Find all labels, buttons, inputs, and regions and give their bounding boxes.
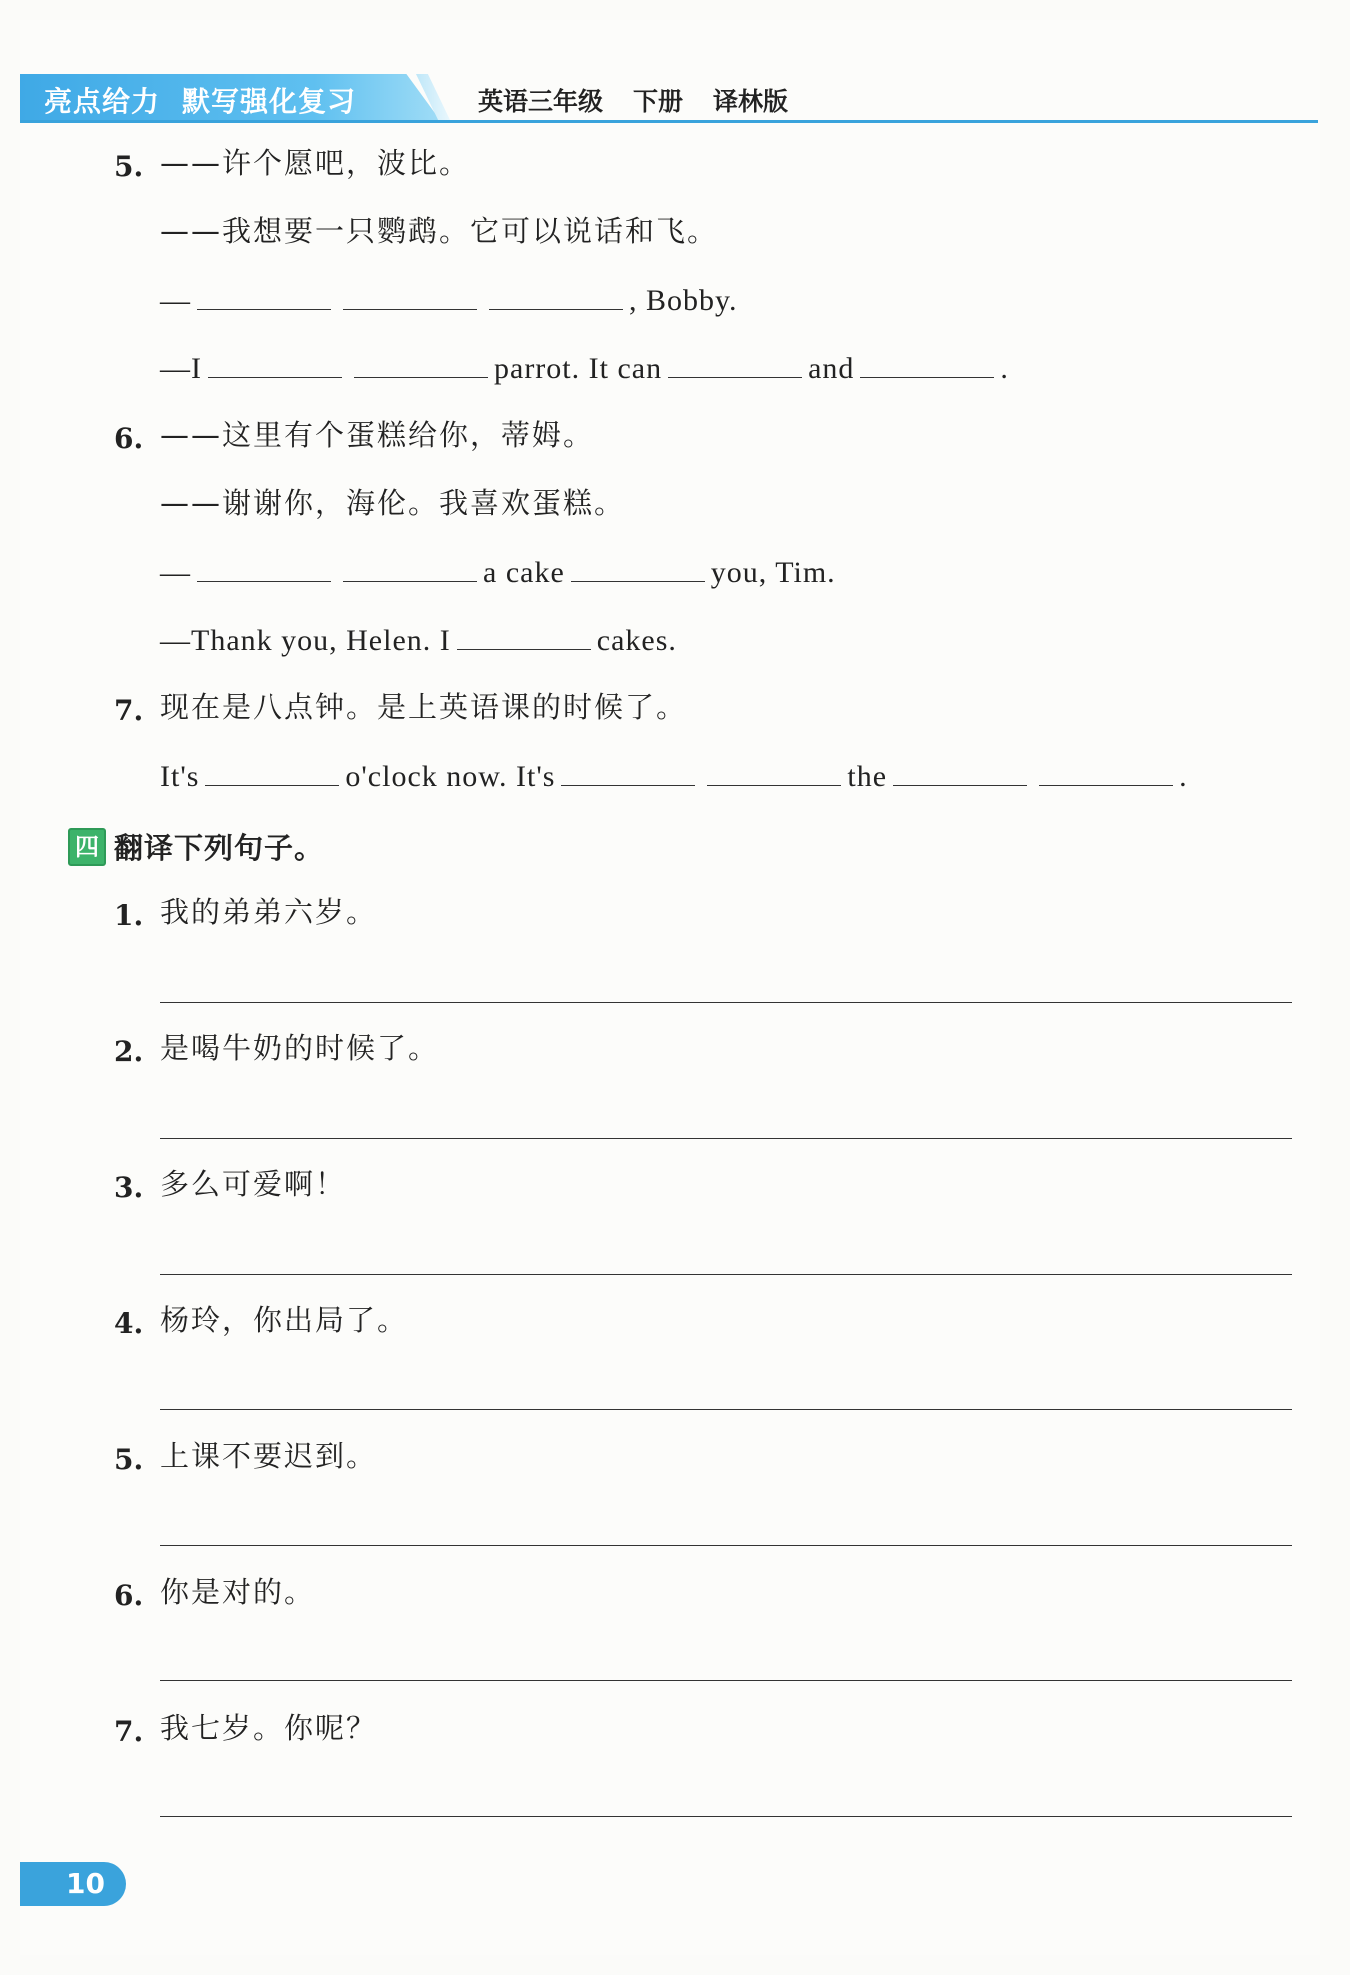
q7-cn-line: 现在是八点钟。是上英语课的时候了。 <box>160 690 688 724</box>
answer-line[interactable] <box>160 1274 1292 1275</box>
s4-item3-number: 3. <box>114 1171 144 1204</box>
q6-en-line2 <box>160 626 677 656</box>
q7-en-prefix: It's <box>160 760 200 793</box>
q6-en1-mid: a cake <box>483 556 565 589</box>
answer-line[interactable] <box>160 1545 1292 1546</box>
q5-en1-prefix: — <box>160 284 191 317</box>
answer-blank[interactable] <box>197 287 331 310</box>
section4-badge: 四 <box>68 828 106 866</box>
q6-en-line1 <box>160 558 836 588</box>
answer-blank[interactable] <box>354 355 488 378</box>
q6-cn-line1: ——这里有个蛋糕给你，蒂姆。 <box>160 418 595 452</box>
q7-number: 7. <box>114 694 144 727</box>
q5-cn-line1: ——许个愿吧，波比。 <box>160 146 471 180</box>
q5-number: 5. <box>114 150 144 183</box>
s4-item4-number: 4. <box>114 1307 144 1340</box>
q5-en1-suffix: , Bobby. <box>629 284 738 317</box>
answer-blank[interactable] <box>1039 763 1173 786</box>
answer-blank[interactable] <box>197 559 331 582</box>
section4-title: 翻译下列句子。 <box>114 831 325 865</box>
answer-line[interactable] <box>160 1680 1292 1681</box>
s4-item3-text: 多么可爱啊！ <box>160 1167 347 1201</box>
s4-item5-number: 5. <box>114 1443 144 1476</box>
brand-part2: 默写强化复习 <box>182 85 357 118</box>
answer-blank[interactable] <box>343 559 477 582</box>
q6-cn-line2: ——谢谢你，海伦。我喜欢蛋糕。 <box>160 486 626 520</box>
q5-cn-line2: ——我想要一只鹦鹉。它可以说话和飞。 <box>160 214 719 248</box>
page-number: 10 <box>20 1862 126 1906</box>
s4-item4-text: 杨玲，你出局了。 <box>160 1303 409 1337</box>
s4-item5-text: 上课不要迟到。 <box>160 1439 378 1473</box>
s4-item1-text: 我的弟弟六岁。 <box>160 895 378 929</box>
answer-line[interactable] <box>160 1002 1292 1003</box>
s4-item6-text: 你是对的。 <box>160 1575 316 1609</box>
q5-en2-mid1: parrot. It can <box>494 352 663 385</box>
answer-line[interactable] <box>160 1816 1292 1817</box>
answer-blank[interactable] <box>457 627 591 650</box>
s4-item2-text: 是喝牛奶的时候了。 <box>160 1031 440 1065</box>
q7-en-mid1: o'clock now. It's <box>345 760 556 793</box>
q6-en1-prefix: — <box>160 556 191 589</box>
q5-en2-mid2: and <box>808 352 855 385</box>
q5-en2-end: . <box>1000 352 1009 385</box>
q5-en2-prefix: —I <box>160 352 202 385</box>
q7-en-mid2: the <box>847 760 888 793</box>
q5-en-line1 <box>160 286 738 316</box>
s4-item7-text: 我七岁。你呢？ <box>160 1711 378 1745</box>
q6-number: 6. <box>114 422 144 455</box>
brand-part1: 亮点给力 <box>44 85 161 118</box>
s4-item6-number: 6. <box>114 1579 144 1612</box>
answer-blank[interactable] <box>668 355 802 378</box>
answer-blank[interactable] <box>489 287 623 310</box>
subject-label: 英语三年级 <box>478 87 604 116</box>
q6-en2-prefix: —Thank you, Helen. I <box>160 624 451 657</box>
answer-line[interactable] <box>160 1138 1292 1139</box>
answer-blank[interactable] <box>205 763 339 786</box>
answer-line[interactable] <box>160 1409 1292 1410</box>
q5-en-line2 <box>160 354 1009 384</box>
answer-blank[interactable] <box>707 763 841 786</box>
answer-blank[interactable] <box>893 763 1027 786</box>
q7-en-line <box>160 762 1188 792</box>
brand-title <box>44 80 378 120</box>
answer-blank[interactable] <box>860 355 994 378</box>
header-divider <box>20 120 1318 123</box>
book-info <box>478 82 818 118</box>
q6-en2-end: cakes. <box>596 624 677 657</box>
q7-en-end: . <box>1179 760 1188 793</box>
answer-blank[interactable] <box>571 559 705 582</box>
s4-item2-number: 2. <box>114 1035 144 1068</box>
s4-item1-number: 1. <box>114 899 144 932</box>
edition-label: 译林版 <box>713 87 789 116</box>
s4-item7-number: 7. <box>114 1715 144 1748</box>
answer-blank[interactable] <box>208 355 342 378</box>
q6-en1-end: you, Tim. <box>710 556 836 589</box>
volume-label: 下册 <box>633 87 684 116</box>
section4-heading <box>68 826 324 867</box>
answer-blank[interactable] <box>343 287 477 310</box>
answer-blank[interactable] <box>561 763 695 786</box>
